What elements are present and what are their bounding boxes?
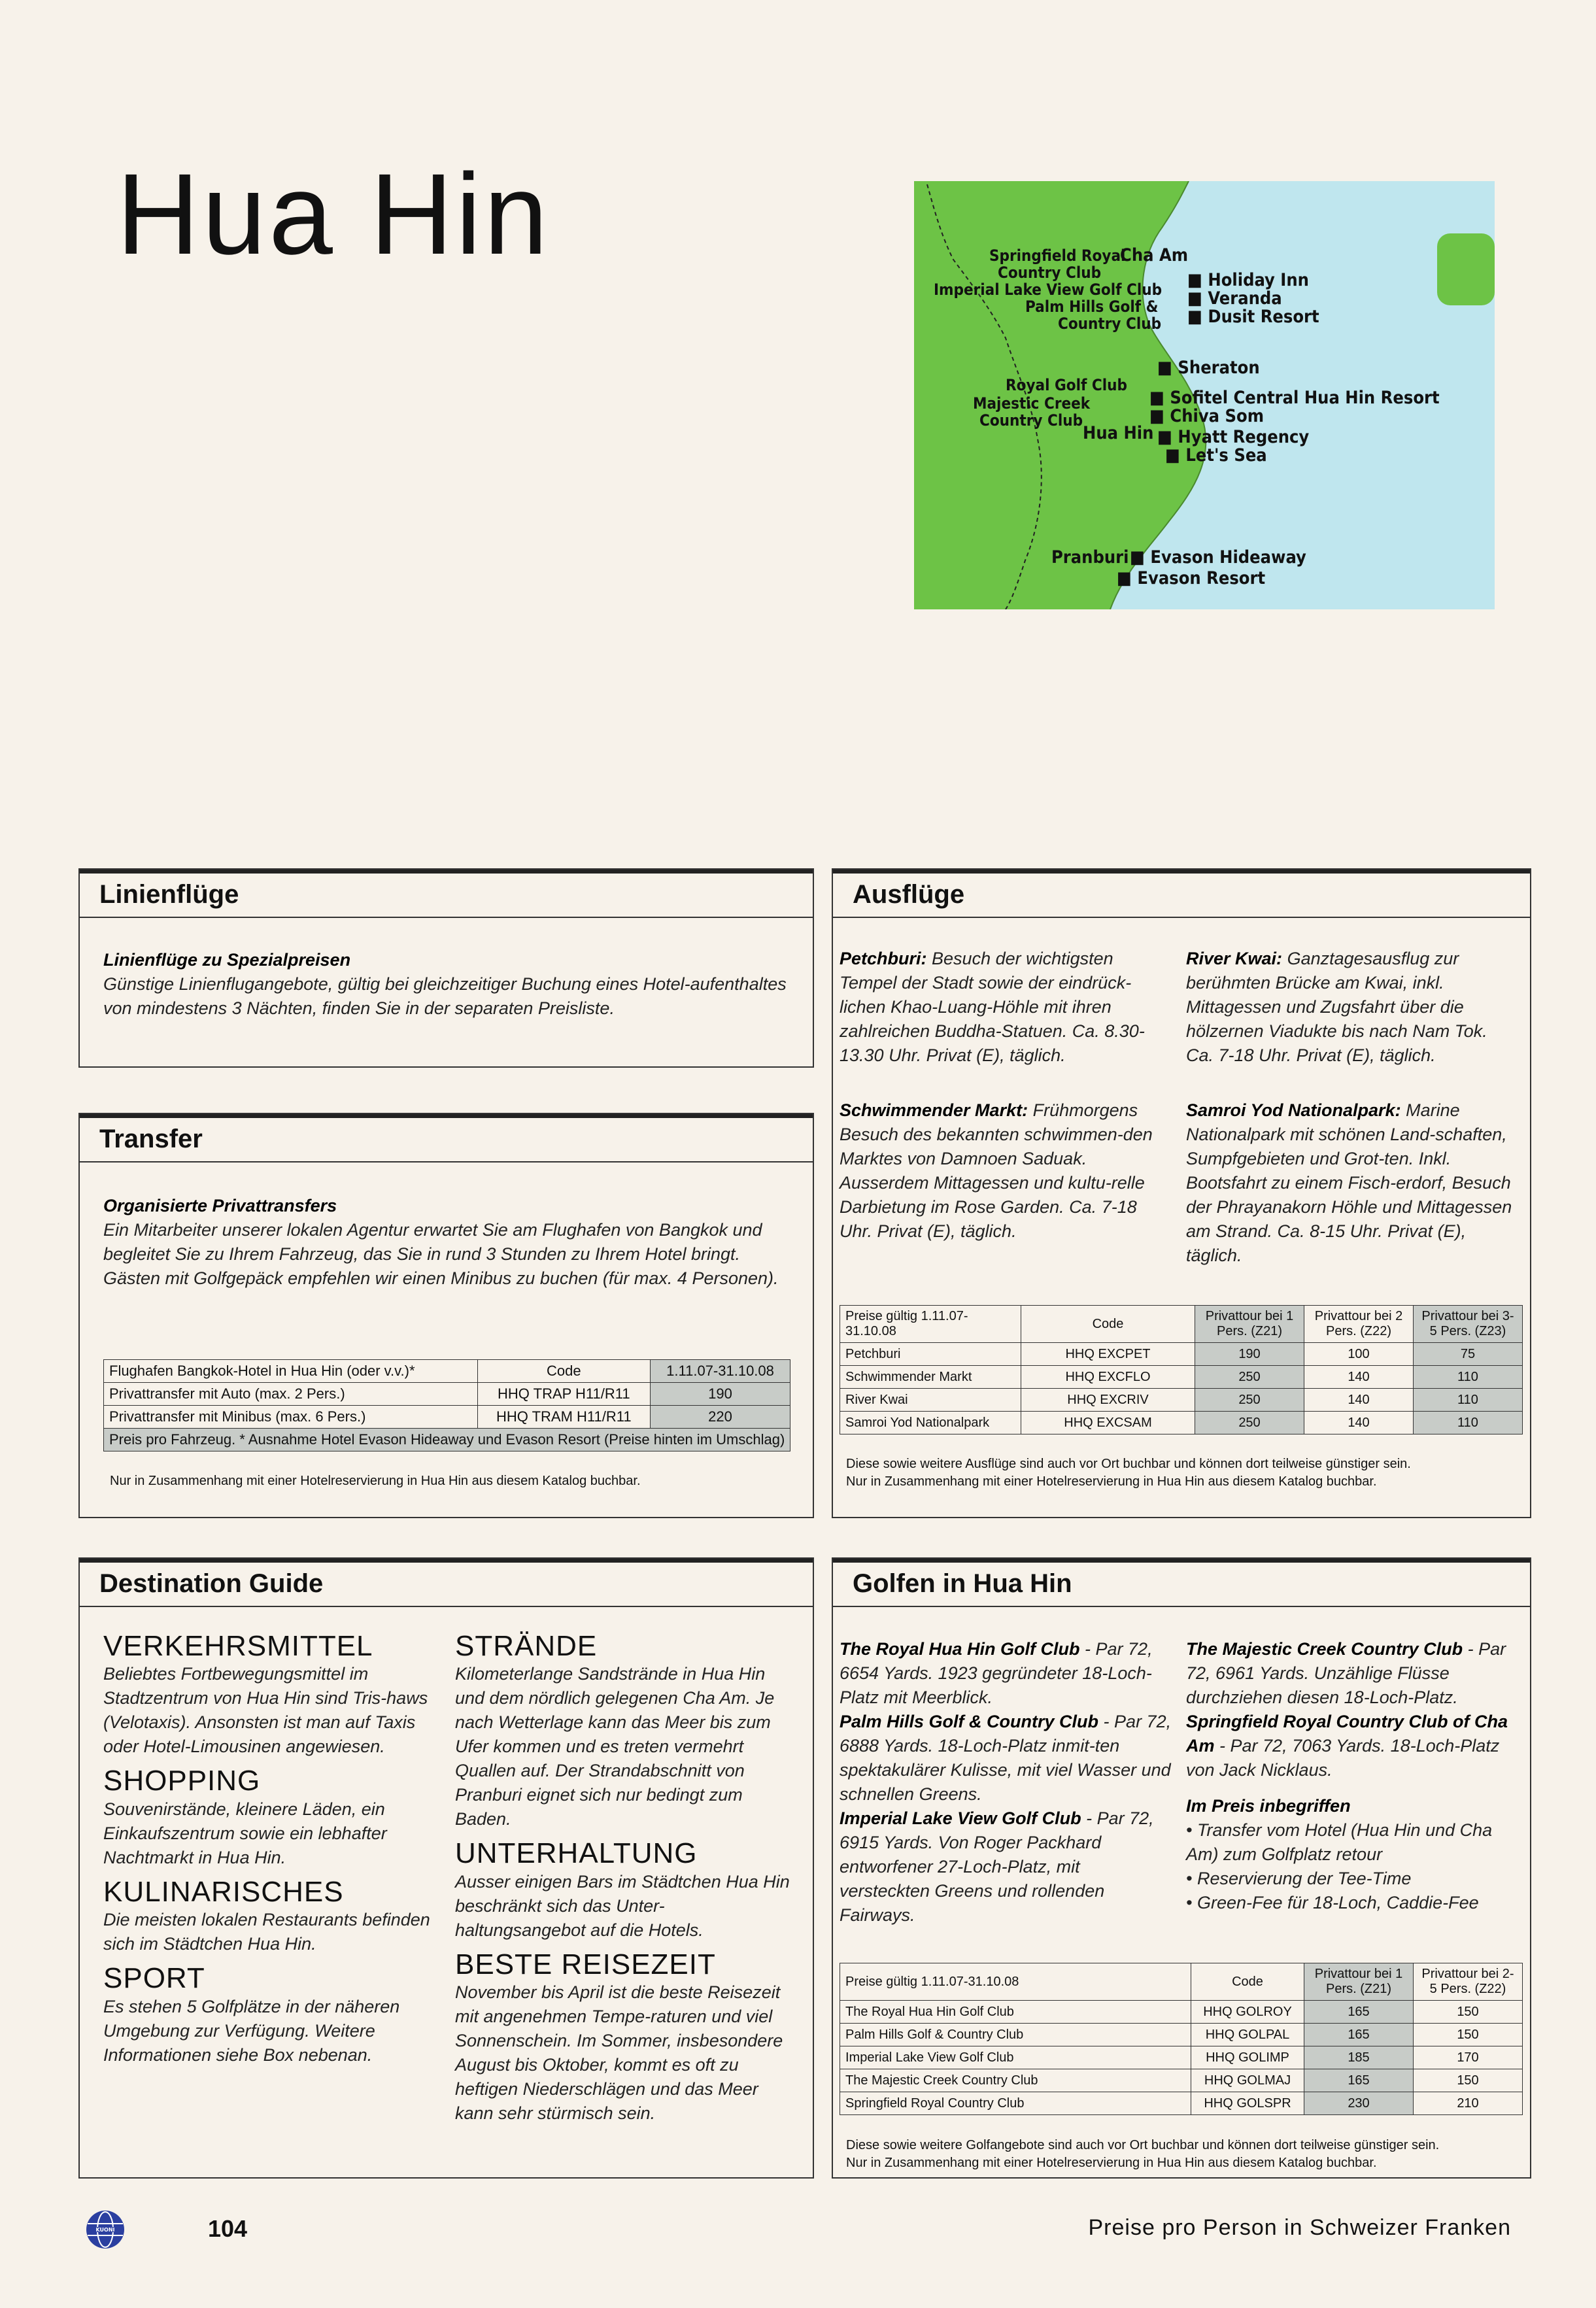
table-row <box>840 2001 1523 2024</box>
table-header-row <box>840 1963 1523 2001</box>
guide-section-title: SHOPPING <box>103 1765 261 1797</box>
table-row <box>104 1383 790 1406</box>
table-cell: 110 <box>1414 1366 1523 1389</box>
transfer-header <box>80 1114 813 1162</box>
guide-section-text: Es stehen 5 Golfplätze in der näheren Umgebung zur Verfügung. Weitere Informationen siehe Box nebenan. <box>103 1996 400 2065</box>
map-hotel-sheraton: ■ Sheraton <box>1157 358 1260 378</box>
linienfluege-heading: Linienflüge <box>99 880 239 909</box>
transfer-box <box>78 1113 814 1518</box>
excursion-text: Besuch der wichtigsten Tempel der Stadt sowie der eindrück-lichen Khao-Luang-Höhle mit ihren zahlreichen Buddha-Statuen. Ca. 8.30-13.30 Uhr. Privat (E), täglich. <box>840 949 1145 1065</box>
area-map <box>914 181 1495 609</box>
guide-section-text: Kilometerlange Sandstrände in Hua Hin und dem nördlich gelegenen Cha Am. Je nach Wetterlage kann das Meer bis zum Ufer kommen und es treten vermehrt Quallen auf. Der Strandabschnitt von Pranburi eignet sich nur bedingt zum Baden. <box>455 1664 775 1829</box>
table-cell: 1.11.07-31.10.08 <box>650 1360 790 1383</box>
hotel-label: Chiva Som <box>1170 406 1265 426</box>
transfer-text: Ein Mitarbeiter unserer lokalen Agentur erwartet Sie am Flughafen von Bangkok und begleitet Sie zu Ihrem Fahrzeug, das Sie in rund 3 Stunden zu Ihrem Hotel bringt. Gästen mit Golfgepäck empfehlen wir einen Minibus zu buchen (für max. 4 Personen). <box>103 1220 779 1288</box>
golf-heading: Golfen in Hua Hin <box>853 1569 1072 1598</box>
table-row <box>840 2024 1523 2046</box>
table-cell: HHQ EXCPET <box>1021 1343 1195 1366</box>
golf-club-springfield <box>1186 1710 1520 1782</box>
excursion-samroi-yod <box>1186 1098 1520 1268</box>
table-cell: Preise gültig 1.11.07-31.10.08 <box>840 1306 1021 1343</box>
table-cell: HHQ EXCSAM <box>1021 1412 1195 1434</box>
page-number: 104 <box>208 2215 248 2242</box>
map-label-royal-golf: Royal Golf Club <box>1006 376 1127 394</box>
excursion-note-1: Diese sowie weitere Ausflüge sind auch vor Ort buchbar und können dort teilweise günstiger sein. <box>846 1457 1411 1471</box>
excursion-price-table <box>840 1305 1523 1434</box>
golf-club-majestic <box>1186 1637 1520 1710</box>
table-row <box>104 1429 790 1451</box>
table-cell: Preise gültig 1.11.07-31.10.08 <box>840 1963 1191 2001</box>
table-cell: The Royal Hua Hin Golf Club <box>840 2001 1191 2024</box>
table-cell: 150 <box>1414 2001 1523 2024</box>
table-cell: 150 <box>1414 2024 1523 2046</box>
table-cell: 110 <box>1414 1389 1523 1412</box>
kuoni-logo-icon <box>86 2211 124 2249</box>
table-cell: Privattransfer mit Auto (max. 2 Pers.) <box>104 1383 478 1406</box>
map-hotel-holiday-inn: ■ Holiday Inn <box>1187 270 1309 290</box>
table-cell: HHQ GOLPAL <box>1191 2024 1304 2046</box>
table-cell: Privattour bei 2 Pers. (Z22) <box>1304 1306 1414 1343</box>
guide-section-title: UNTERHALTUNG <box>455 1837 698 1870</box>
map-hotel-sofitel: ■ Sofitel Central Hua Hin Resort <box>1149 388 1440 408</box>
hotel-label: Holiday Inn <box>1208 270 1309 290</box>
linienfluege-text: Günstige Linienflugangebote, gültig bei gleichzeitiger Buchung eines Hotel-aufenthaltes von mindestens 3 Nächten, finden Sie in der separaten Preisliste. <box>103 974 787 1018</box>
table-cell: 170 <box>1414 2046 1523 2069</box>
golf-left-column <box>840 1637 1173 1927</box>
table-cell: 210 <box>1414 2092 1523 2115</box>
golf-club-text: - Par 72, 7063 Yards. 18-Loch-Platz von Jack Nicklaus. <box>1186 1736 1500 1780</box>
transfer-price-table <box>103 1359 790 1451</box>
golf-included-item: • Transfer vom Hotel (Hua Hin und Cha Am) zum Golfplatz retour <box>1186 1820 1493 1864</box>
excursion-text: Ganztagesausflug zur berühmten Brücke am Kwai, inkl. Mittagessen und Zugsfahrt über die hölzernen Viadukte bis nach Nam Tok. Ca. 7-18 Uhr. Privat (E), täglich. <box>1186 949 1487 1065</box>
table-cell: 110 <box>1414 1412 1523 1434</box>
golf-included-item: • Reservierung der Tee-Time <box>1186 1869 1412 1888</box>
ausfluege-header <box>833 870 1530 918</box>
excursion-text: Marine Nationalpark mit schönen Land-schaften, Sumpfgebieten und Grot-ten. Inkl. Bootsfahrt zu einem Fisch-erdorf, Besuch der Phrayanakorn Höhle und Mittagessen am Strand. Ca. 8-15 Uhr. Privat (E), täglich. <box>1186 1100 1512 1265</box>
golf-club-palm-hills <box>840 1710 1173 1807</box>
table-cell: River Kwai <box>840 1389 1021 1412</box>
table-row <box>840 2092 1523 2115</box>
table-cell: 140 <box>1304 1412 1414 1434</box>
map-hotel-lets-sea: ■ Let's Sea <box>1165 445 1267 466</box>
map-hotel-evason-resort: ■ Evason Resort <box>1117 568 1266 588</box>
included-text: Green-Fee für 18-Loch, Caddie-Fee <box>1197 1893 1479 1912</box>
guide-right-column <box>455 1631 795 2126</box>
logo-text: KUONI <box>95 2227 115 2233</box>
table-cell: 75 <box>1414 1343 1523 1366</box>
map-label-majestic: Majestic Creek <box>973 394 1091 413</box>
included-text: Transfer vom Hotel (Hua Hin und Cha Am) zum Golfplatz retour <box>1186 1820 1493 1864</box>
guide-heading: Destination Guide <box>99 1569 324 1598</box>
table-cell: Privattour bei 1 Pers. (Z21) <box>1304 1963 1414 2001</box>
table-cell: 165 <box>1304 2024 1414 2046</box>
excursion-text: Frühmorgens Besuch des bekannten schwimmen-den Marktes von Damnoen Saduak. Ausserdem Mittagessen und kultu-relle Darbietung im Rose Garden. Ca. 7-18 Uhr. Privat (E), täglich. <box>840 1100 1153 1241</box>
golf-included-item: • Green-Fee für 18-Loch, Caddie-Fee <box>1186 1893 1479 1912</box>
offshore-island <box>1437 233 1495 305</box>
table-cell: Privattour bei 2-5 Pers. (Z22) <box>1414 1963 1523 2001</box>
table-cell: Petchburi <box>840 1343 1021 1366</box>
golf-club-text: - Par 72, 6961 Yards. Unzählige Flüsse durchziehen diesen 18-Loch-Platz. <box>1186 1639 1506 1707</box>
golf-club-title: The Majestic Creek Country Club <box>1186 1639 1463 1659</box>
golf-note-2: Nur in Zusammenhang mit einer Hotelreservierung in Hua Hin aus diesem Katalog buchbar. <box>846 2156 1377 2170</box>
golf-club-text: - Par 72, 6888 Yards. 18-Loch-Platz inmit-ten spektakulärer Kulisse, mit viel Wasser und schnellen Greens. <box>840 1712 1172 1804</box>
table-footnote: Preis pro Fahrzeug. * Ausnahme Hotel Evason Hideaway und Evason Resort (Preise hinten im Umschlag) <box>104 1429 790 1451</box>
golf-club-title: Springfield Royal Country Club of Cha Am <box>1186 1712 1508 1756</box>
table-cell: 220 <box>650 1406 790 1429</box>
guide-section-title: SPORT <box>103 1962 205 1995</box>
table-cell: HHQ GOLIMP <box>1191 2046 1304 2069</box>
map-label-springfield: Springfield Royal <box>989 246 1126 265</box>
table-cell: HHQ GOLROY <box>1191 2001 1304 2024</box>
table-cell: Springfield Royal Country Club <box>840 2092 1191 2115</box>
excursion-floating-market <box>840 1098 1173 1244</box>
table-cell: Flughafen Bangkok-Hotel in Hua Hin (oder v.v.)* <box>104 1360 478 1383</box>
table-cell: Privattour bei 3-5 Pers. (Z23) <box>1414 1306 1523 1343</box>
guide-header <box>80 1559 813 1607</box>
golf-club-text: - Par 72, 6915 Yards. Von Roger Packhard entworfener 27-Loch-Platz, mit versteckten Greens und rollenden Fairways. <box>840 1808 1154 1925</box>
table-cell: 165 <box>1304 2001 1414 2024</box>
golf-club-title: Palm Hills Golf & Country Club <box>840 1712 1099 1731</box>
golf-header <box>833 1559 1530 1607</box>
map-hotel-hyatt: ■ Hyatt Regency <box>1157 427 1310 447</box>
ausfluege-heading: Ausflüge <box>853 880 965 909</box>
table-cell: Imperial Lake View Golf Club <box>840 2046 1191 2069</box>
table-cell: HHQ EXCRIV <box>1021 1389 1195 1412</box>
excursion-river-kwai <box>1186 947 1520 1068</box>
guide-left-column <box>103 1631 443 2067</box>
table-cell: Code <box>1191 1963 1304 2001</box>
table-cell: 190 <box>1195 1343 1304 1366</box>
linienfluege-box <box>78 868 814 1068</box>
guide-section-text: Souvenirstände, kleinere Läden, ein Einkaufszentrum sowie ein lebhafter Nachtmarkt in Hua Hin. <box>103 1799 387 1867</box>
table-cell: Privattransfer mit Minibus (max. 6 Pers.) <box>104 1406 478 1429</box>
excursion-title: Samroi Yod Nationalpark: <box>1186 1100 1401 1120</box>
guide-section-title: BESTE REISEZEIT <box>455 1948 716 1980</box>
table-row <box>840 1389 1523 1412</box>
map-hotel-chiva-som: ■ Chiva Som <box>1149 406 1265 426</box>
table-cell: 230 <box>1304 2092 1414 2115</box>
table-cell: Samroi Yod Nationalpark <box>840 1412 1021 1434</box>
ausfluege-box <box>832 868 1531 1518</box>
hotel-label: Sofitel Central Hua Hin Resort <box>1170 388 1440 408</box>
table-cell: Code <box>1021 1306 1195 1343</box>
table-header-row <box>104 1360 790 1383</box>
table-cell: 190 <box>650 1383 790 1406</box>
hotel-label: Sheraton <box>1178 358 1260 378</box>
golf-included-title: Im Preis inbegriffen <box>1186 1796 1351 1816</box>
map-hotel-evason-hideaway: ■ Evason Hideaway <box>1130 547 1306 568</box>
table-cell: HHQ EXCFLO <box>1021 1366 1195 1389</box>
table-cell: HHQ GOLMAJ <box>1191 2069 1304 2092</box>
table-cell: 140 <box>1304 1389 1414 1412</box>
transfer-subtitle: Organisierte Privattransfers <box>103 1196 337 1215</box>
map-label-majestic-cc: Country Club <box>979 411 1083 430</box>
table-row <box>840 1366 1523 1389</box>
transfer-note: Nur in Zusammenhang mit einer Hotelreservierung in Hua Hin aus diesem Katalog buchbar. <box>110 1474 641 1488</box>
included-text: Reservierung der Tee-Time <box>1197 1869 1412 1888</box>
table-cell: 165 <box>1304 2069 1414 2092</box>
table-cell: Palm Hills Golf & Country Club <box>840 2024 1191 2046</box>
map-label-palm-cc: Country Club <box>1058 314 1162 333</box>
table-cell: Code <box>477 1360 650 1383</box>
table-row <box>840 2069 1523 2092</box>
table-header-row <box>840 1306 1523 1343</box>
destination-guide-box <box>78 1557 814 2179</box>
table-cell: Privattour bei 1 Pers. (Z21) <box>1195 1306 1304 1343</box>
hotel-label: Hyatt Regency <box>1178 427 1310 447</box>
hotel-label: Evason Resort <box>1137 568 1266 588</box>
globe-icon <box>86 2211 124 2249</box>
map-label-palm-hills: Palm Hills Golf & <box>1025 297 1159 316</box>
table-cell: 250 <box>1195 1366 1304 1389</box>
hotel-label: Let's Sea <box>1185 445 1267 466</box>
table-cell: HHQ TRAP H11/R11 <box>477 1383 650 1406</box>
excursion-title: Petchburi: <box>840 949 927 968</box>
golf-club-imperial <box>840 1807 1173 1927</box>
golf-club-text: - Par 72, 6654 Yards. 1923 gegründeter 18-Loch-Platz mit Meerblick. <box>840 1639 1153 1707</box>
excursion-petchburi <box>840 947 1173 1068</box>
map-hotel-dusit: ■ Dusit Resort <box>1187 307 1319 327</box>
table-row <box>840 2046 1523 2069</box>
map-hotel-veranda: ■ Veranda <box>1187 288 1282 309</box>
map-label-country-club: Country Club <box>998 263 1102 282</box>
table-row <box>840 1343 1523 1366</box>
excursion-title: River Kwai: <box>1186 949 1283 968</box>
table-cell: HHQ TRAM H11/R11 <box>477 1406 650 1429</box>
table-cell: 250 <box>1195 1389 1304 1412</box>
table-row <box>104 1406 790 1429</box>
golf-club-title: Imperial Lake View Golf Club <box>840 1808 1081 1828</box>
table-cell: 185 <box>1304 2046 1414 2069</box>
table-cell: 140 <box>1304 1366 1414 1389</box>
table-cell: 100 <box>1304 1343 1414 1366</box>
guide-section-text: Ausser einigen Bars im Städtchen Hua Hin beschränkt sich das Unter-haltungsangebot auf die Hotels. <box>455 1871 790 1940</box>
map-label-hua-hin: Hua Hin <box>1083 423 1154 443</box>
table-cell: 150 <box>1414 2069 1523 2092</box>
golf-right-column <box>1186 1637 1520 1915</box>
transfer-heading: Transfer <box>99 1125 203 1153</box>
hotel-label: Dusit Resort <box>1208 307 1319 327</box>
guide-section-text: Die meisten lokalen Restaurants befinden sich im Städtchen Hua Hin. <box>103 1910 430 1954</box>
linienfluege-subtitle: Linienflüge zu Spezialpreisen <box>103 950 351 970</box>
price-note: Preise pro Person in Schweizer Franken <box>1088 2215 1511 2240</box>
golf-box <box>832 1557 1531 2179</box>
table-row <box>840 1412 1523 1434</box>
map-label-cha-am: Cha Am <box>1120 245 1189 265</box>
golf-price-table <box>840 1963 1523 2115</box>
excursion-title: Schwimmender Markt: <box>840 1100 1028 1120</box>
table-cell: The Majestic Creek Country Club <box>840 2069 1191 2092</box>
table-cell: HHQ GOLSPR <box>1191 2092 1304 2115</box>
table-cell: 250 <box>1195 1412 1304 1434</box>
guide-section-title: STRÄNDE <box>455 1630 598 1662</box>
golf-club-title: The Royal Hua Hin Golf Club <box>840 1639 1080 1659</box>
page-title: Hua Hin <box>116 150 551 279</box>
guide-section-text: Beliebtes Fortbewegungsmittel im Stadtzentrum von Hua Hin sind Tris-haws (Velotaxis). Ansonsten ist man auf Taxis oder Hotel-Limousinen angewiesen. <box>103 1664 428 1757</box>
hotel-label: Evason Hideaway <box>1150 547 1306 568</box>
hotel-label: Veranda <box>1208 288 1282 309</box>
golf-club-royal <box>840 1637 1173 1710</box>
excursion-note-2: Nur in Zusammenhang mit einer Hotelreservierung in Hua Hin aus diesem Katalog buchbar. <box>846 1474 1377 1489</box>
guide-section-title: VERKEHRSMITTEL <box>103 1630 373 1662</box>
golf-note-1: Diese sowie weitere Golfangebote sind auch vor Ort buchbar und können dort teilweise günstiger sein. <box>846 2138 1440 2152</box>
guide-section-title: KULINARISCHES <box>103 1875 344 1908</box>
table-cell: Schwimmender Markt <box>840 1366 1021 1389</box>
guide-section-text: November bis April ist die beste Reisezeit mit angenehmen Tempe-raturen und viel Sonnenschein. Im Sommer, insbesondere August bis Oktober, kommt es oft zu heftigen Niederschlägen und das Meer kann sehr stürmisch sein. <box>455 1982 783 2124</box>
map-label-imperial: Imperial Lake View Golf Club <box>934 280 1163 299</box>
map-label-pranburi: Pranburi <box>1051 547 1129 568</box>
linienfluege-header <box>80 870 813 918</box>
